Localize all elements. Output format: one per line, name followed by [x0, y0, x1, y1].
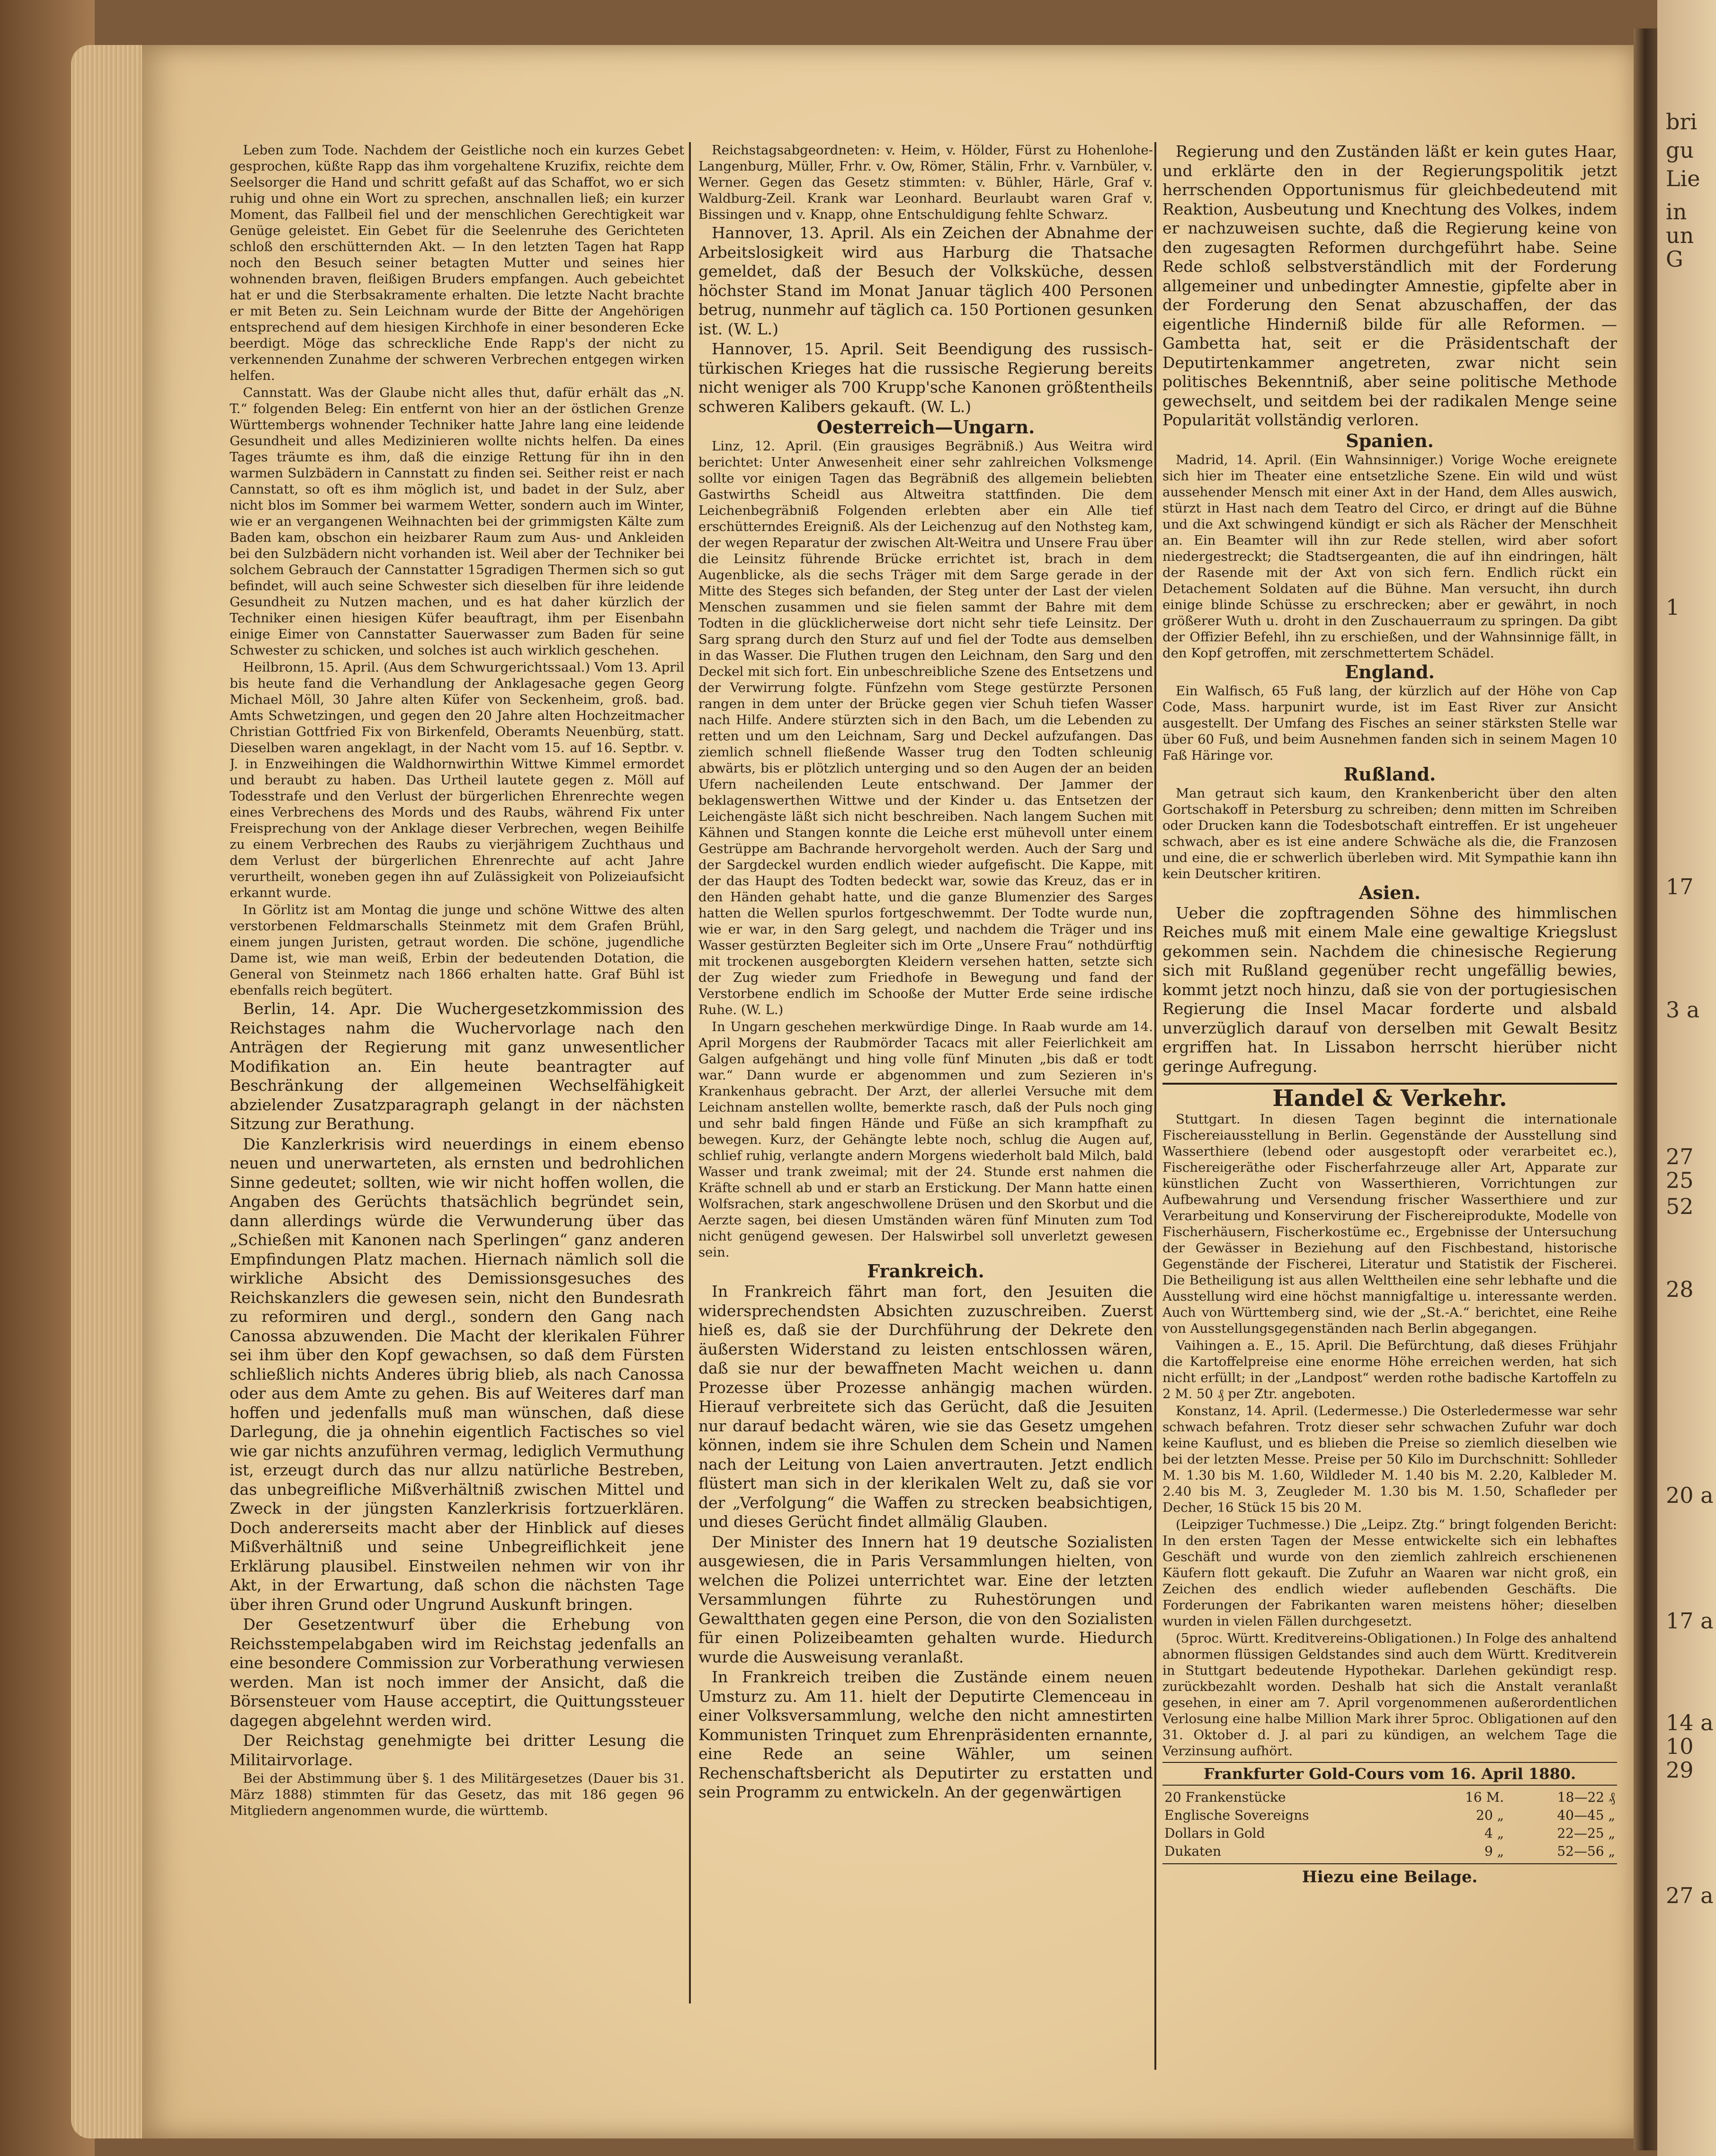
table-row	[1162, 1788, 1617, 1806]
next-page-text: 28	[1666, 1276, 1694, 1302]
column-rule	[689, 142, 691, 2003]
supplement-note: Hiezu eine Beilage.	[1302, 1868, 1478, 1886]
next-page-text: 25	[1666, 1168, 1694, 1193]
article-paragraph: Linz, 12. April. (Ein grausiges Begräbniß.) Aus Weitra wird berichtet: Unter Anwesenheit einer sehr zahlreichen Volksmenge sollte vor einigen Tagen das Begräbniß des allgemein beliebten Gastwirths Scheidl aus Altweitra stattfinden. Die dem Leichenbegräbniß Folgenden erlebten aber ein Alle tief erschütterndes Ereigniß. Als der Leichenzug auf den Nothsteg kam, der wegen Reparatur der zwischen Alt-Weitra und Unsere Frau über die Leinsitz führende Brücke errichtet ist, brach in dem Augenblicke, als die sechs Träger mit dem Sarge gerade in der Mitte des Steges sich befanden, der Steg unter der Last der vielen Menschen zusammen und sie fielen sammt der Bahre mit dem Todten in die glücklicherweise dort nicht sehr tiefe Leinsitz. Der Sarg sprang durch den Sturz auf und fiel der Todte aus demselben in das Wasser. Die Fluthen trugen den Leichnam, den Sarg und den Deckel mit sich fort. Ein unbeschreibliche Szene des Entsetzens und der Verwirrung folgte. Fünfzehn vom Stege gestürzte Personen rangen in dem unter der Brücke gegen vier Schuh tiefen Wasser nach Hilfe. Andere stürzten sich in den Bach, um die Lebenden zu retten und um den Leichnam, Sarg und Deckel aufzufangen. Das ziemlich schnell fließende Wasser trug den Todten schleunig abwärts, bis er plötzlich unterging und so den Augen der an beiden Ufern nacheilenden Leute entschwand. Der Jammer der beklagenswerthen Wittwe und der Kinder u. das Entsetzen der Leichengäste läßt sich nicht beschreiben. Nach langem Suchen mit Kähnen und Stangen konnte die Leiche erst mühevoll unter einem Gestrüppe am Bachrande hervorgeholt werden. Auch der Sarg und der Sargdeckel wurden endlich wieder aufgefischt. Die Kappe, mit der das Haupt des Todten bedeckt war, sowie das Kreuz, das er in den Händen gehabt hatte, und die ganze Blumenzier des Sarges hatten die Wellen spurlos fortgeschwemmt. Der Todte wurde nun, wie er war, in den Sarg gelegt, und nachdem die Träger und ins Wasser gestürzten Begleiter sich im Orte „Unsere Frau“ nothdürftig mit trockenen ausgeborgten Kleidern versehen hatten, setzte sich der Zug wieder zum Friedhofe in Bewegung und fand der Verstorbene endlich im Schooße der Mutter Erde seine irdische Ruhe. (W. L.)	[698, 439, 1153, 1017]
article-paragraph: In Frankreich fährt man fort, den Jesuiten die widersprechendsten Absichten zuzuschreiben. Zuerst hieß es, daß sie der Durchführung der Dekrete den äußersten Widerstand zu leisten entschlossen wären, daß sie nur der bewaffneten Macht weichen u. dann Prozesse über Prozesse anhängig machen würden. Hierauf verbreitete sich das Gerücht, daß die Jesuiten nur darauf bedacht wären, wie sie das Gesetz umgehen können, indem sie ihre Schulen dem Schein und Namen nach der Leitung von Laien anvertrauten. Jetzt endlich flüstert man sich in der klerikalen Welt zu, daß sie vor der „Verfolgung“ die Waffen zu strecken beabsichtigen, und dieses Gerücht findet allmälig Glauben.	[698, 1282, 1153, 1531]
article-paragraph: Leben zum Tode. Nachdem der Geistliche noch ein kurzes Gebet gesprochen, küßte Rapp das ihm vorgehaltene Kruzifix, reichte dem Seelsorger die Hand und schritt gefaßt auf das Schaffot, wo er sich ruhig und ohne ein Wort zu sprechen, anschnallen ließ; ein kurzer Moment, das Fallbeil fiel und der menschlichen Gerechtigkeit war Genüge geleistet. Ein Gebet für die Seelenruhe des Gerichteten schloß den erschütternden Akt. — In den letzten Tagen hat Rapp noch den Besuch seiner betagten Mutter und seines hier wohnenden braven, fleißigen Bruders empfangen. Auch gebeichtet hat er und die Sterbsakramente erhalten. Die letzte Nacht brachte er mit Beten zu. Sein Leichnam wurde der Bitte der Angehörigen entsprechend auf dem hiesigen Kirchhofe in einer besonderen Ecke beerdigt. Möge das schreckliche Ende Rapp's der nicht zu verkennenden Zunahme der schweren Verbrechen entgegen wirken helfen.	[230, 143, 684, 383]
article-paragraph: Hannover, 15. April. Seit Beendigung des russisch-türkischen Krieges hat die russische Regierung bereits nicht weniger als 700 Krupp'sche Kanonen größtentheils schweren Kalibers gekauft. (W. L.)	[698, 340, 1153, 416]
next-page-text: Lie	[1666, 166, 1700, 191]
section-divider	[1162, 1083, 1617, 1085]
next-page-text: 20 a	[1666, 1482, 1714, 1508]
gold-value-a: 9 „	[1484, 1843, 1504, 1859]
article-paragraph: Stuttgart. In diesen Tagen beginnt die internationale Fischereiausstellung in Berlin. Gegenstände der Ausstellung sind Wasserthiere (lebend oder ausgestopft oder verarbeitet ec.), Fischereigeräthe oder Fischerfahrzeuge aller Art, Apparate zur künstlichen Zucht von Wasserthieren, Vorrichtungen zur Aufbewahrung und Versendung frischer Wasserthiere und zur Verarbeitung und Konservirung der Fischereiprodukte, Modelle von Fischerhäusern, Fischerkostüme ec., Ergebnisse der Untersuchung der Gewässer in Beziehung auf den Fischbestand, historische Gegenstände der Fischerei, Literatur und Statistik der Fischerei. Die Betheiligung ist aus allen Welttheilen eine sehr lebhafte und die Ausstellung wird eine höchst mannigfaltige u. interessante werden. Auch von Württemberg sind, wie der „St.-A.“ berichtet, eine Reihe von Ausstellungsgegenständen nach Berlin abgegangen.	[1162, 1112, 1617, 1336]
next-page-text: 1	[1666, 594, 1680, 620]
next-page-text: 52	[1666, 1194, 1694, 1219]
gold-name: 20 Frankenstücke	[1164, 1789, 1286, 1805]
article-paragraph: Madrid, 14. April. (Ein Wahnsinniger.) Vorige Woche ereignete sich hier im Theater eine entsetzliche Szene. Ein wild und wüst aussehender Mensch mit einer Axt in der Hand, dem Alles auswich, stürzt in Hast nach dem Teatro del Circo, er dringt auf die Bühne und die Axt schwingend kündigt er sich als Rächer der Menschheit an. Ein Beamter will ihn zur Rede stellen, wird aber sofort niedergestreckt; die Stadtsergeanten, die auf ihn eindringen, hält der Rasende mit der Axt von sich fern. Endlich rückt ein Detachement Soldaten auf die Bühne. Man versucht, ihn durch einige blinde Schüsse zu erschrecken; aber er gewährt, in noch größerer Wuth u. droht in den Zuschauerraum zu springen. Da gibt der Offizier Befehl, ihn zu erschießen, und der Wahnsinnige fällt, in den Kopf getroffen, mit zerschmettertem Schädel.	[1162, 452, 1617, 661]
article-paragraph: In Görlitz ist am Montag die junge und schöne Wittwe des alten verstorbenen Feldmarschalls Steinmetz mit dem Grafen Brühl, einem jungen Juristen, getraut worden. Die schöne, jugendliche Dame ist, wie man weiß, Erbin der bedeutenden Dotation, die General von Steinmetz nach 1866 erhalten hatte. Graf Bühl ist ebenfalls reich begütert.	[230, 902, 684, 998]
next-page-text: 17 a	[1666, 1608, 1714, 1634]
article-paragraph: Die Kanzlerkrisis wird neuerdings in einem ebenso neuen und unerwarteten, als ernsten und bedrohlichen Sinne gedeutet; sollten, wie wir nicht hoffen wollen, die Angaben des Gerüchts thatsächlich begründet sein, dann allerdings würde die Verwunderung über das „Schießen mit Kanonen nach Sperlingen“ ganz anderen Empfindungen Platz machen. Hiernach nämlich soll die wirkliche Absicht des Demissionsgesuches des Reichskanzlers die gewesen sein, nicht den Bundesrath zu reformiren und dergl., sondern den Gang nach Canossa abzuwenden. Die Macht der klerikalen Führer sei ihm über den Kopf gewachsen, so daß dem Fürsten schließlich nichts Anderes übrig blieb, als nach Canossa oder aus dem Amte zu gehen. Bis auf Weiteres darf man hoffen und jedenfalls muß man wünschen, daß diese Darlegung, die ja ohnehin eigentlich Factisches so viel wie gar nichts anzuführen vermag, lediglich Vermuthung ist, erzeugt durch das nur allzu natürliche Bestreben, das unbegreifliche Mißverhältniß zwischen Mittel und Zweck in der jüngsten Kanzlerkrisis fortzuerklären. Doch andererseits macht aber der Hinblick auf dieses Mißverhältniß und seine Unbegreiflichkeit jene Erklärung plausibel. Einstweilen nehmen wir von ihr Akt, in der Erwartung, daß schon die nächsten Tage über ihren Grund oder Ungrund Auskunft bringen.	[230, 1134, 684, 1614]
gold-value-b: 52—56 „	[1557, 1843, 1615, 1859]
gold-course-title: Frankfurter Gold-Cours vom 16. April 1880.	[1203, 1765, 1576, 1783]
article-paragraph: Berlin, 14. Apr. Die Wuchergesetzkommission des Reichstages nahm die Wuchervorlage nach den Anträgen der Regierung mit ganz unwesentlicher Modifikation an. Ein heute beantragter auf Beschränkung der allgemeinen Wechselfähigkeit abzielender Zusatzparagraph gelangt in der nächsten Sitzung zur Berathung.	[230, 999, 684, 1133]
article-paragraph: Der Gesetzentwurf über die Erhebung von Reichsstempelabgaben wird im Reichstag jedenfalls an eine besondere Commission zur Vorberathung verwiesen werden. Man ist noch immer der Ansicht, daß die Börsensteuer vom Hause acceptirt, die Quittungssteuer dagegen abgelehnt werden wird.	[230, 1615, 684, 1730]
article-paragraph: Der Minister des Innern hat 19 deutsche Sozialisten ausgewiesen, die in Paris Versammlungen hielten, von welchen die Polizei unterrichtet war. Eine der letzten Versammlungen führte zu Ruhestörungen und Gewaltthaten gegen eine Person, die von den Sozialisten für einen Polizeibeamten gehalten wurde. Hiedurch wurde die Ausweisung veranlaßt.	[698, 1532, 1153, 1666]
section-heading-spain: Spanien.	[1346, 430, 1434, 451]
next-page-fragment	[1657, 0, 1716, 2156]
article-paragraph: In Frankreich treiben die Zustände einem neuen Umsturz zu. Am 11. hielt der Deputirte Clemenceau in einer Volksversammlung, welche den nicht amnestirten Kommunisten Trinquet zum Ehrenpräsidenten ernannte, eine Rede an seine Wähler, um seinen Rechenschaftsbericht als Deputirter zu erstatten und sein Programm zu entwickeln. An der gegenwärtigen	[698, 1668, 1153, 1801]
next-page-text: 14 a	[1666, 1710, 1714, 1735]
article-paragraph: Bei der Abstimmung über §. 1 des Militärgesetzes (Dauer bis 31. März 1888) stimmten für das Gesetz, das mit 186 gegen 96 Mitgliedern angenommen wurde, die württemb.	[230, 1771, 684, 1818]
column-rule	[1154, 142, 1156, 2070]
gold-name: Dollars in Gold	[1164, 1825, 1265, 1841]
next-page-text: 10	[1666, 1734, 1694, 1759]
gold-value-a: 20 „	[1476, 1807, 1504, 1823]
section-heading-austria: Oesterreich—Ungarn.	[816, 416, 1035, 438]
section-heading-asia: Asien.	[1358, 881, 1421, 903]
table-row	[1162, 1824, 1617, 1842]
article-paragraph: (Leipziger Tuchmesse.) Die „Leipz. Ztg.“ bringt folgenden Bericht: In den ersten Tagen der Messe entwickelte sich ein lebhaftes Geschäft und wurde von den ziemlich zahlreich erschienenen Käufern flott gekauft. Die Zufuhr an Waaren war nicht groß, ein Zeichen des endlich wieder auflebenden Geschäfts. Die Forderungen der Fabrikanten waren meistens höher; dieselben wurden in vielen Fällen durchgesetzt.	[1162, 1517, 1617, 1629]
next-page-text: bri	[1666, 109, 1698, 135]
table-divider	[1162, 1863, 1617, 1864]
gold-name: Englische Sovereigns	[1164, 1807, 1309, 1823]
column-3	[1162, 142, 1617, 2089]
gold-value-b: 40—45 „	[1557, 1807, 1615, 1823]
article-paragraph: (5proc. Württ. Kreditvereins-Obligationen.) In Folge des anhaltend abnormen flüssigen Geldstandes sind auch dem Württ. Kreditverein in Stuttgart bedeutende Hypothekar. Darlehen gekündigt resp. zurückbezahlt worden. Deshalb hat sich die Anstalt veranlaßt gesehen, in einer am 7. April vorgenommenen außerordentlichen Verlosung eine halbe Million Mark ihrer 5proc. Obligationen auf den 31. Oktober d. J. al pari zu kündigen, an welchem Tage die Verzinsung aufhört.	[1162, 1631, 1617, 1759]
gold-value-b: 18—22 ₰	[1557, 1789, 1615, 1805]
next-page-text: gu	[1666, 137, 1694, 163]
gold-value-a: 4 „	[1484, 1825, 1504, 1841]
article-paragraph: Ein Walfisch, 65 Fuß lang, der kürzlich auf der Höhe von Cap Code, Mass. harpunirt wurde, ist im East River zur Ansicht ausgestellt. Der Umfang des Fisches an seiner stärksten Stelle war über 60 Fuß, und beim Ausnehmen fanden sich in seinem Magen 10 Faß Häringe vor.	[1162, 683, 1617, 763]
article-paragraph: Cannstatt. Was der Glaube nicht alles thut, dafür erhält das „N. T.“ folgenden Beleg: Ein entfernt von hier an der östlichen Grenze Württembergs wohnender Techniker hatte Jahre lang eine leidende Gesundheit und alles Medizinieren wollte nichts helfen. Da eines Tages träumte es ihm, daß die einzige Rettung für ihn in den warmen Sulzbädern in Cannstatt zu finden sei. Seither reist er nach Cannstatt, so oft es ihm möglich ist, und badet in der Sulz, aber nicht blos im Sommer bei warmem Wetter, sondern auch im Winter, wie er an vergangenen Weihnachten bei der grimmigsten Kälte zum Baden kam, obschon ein heizbarer Raum zum Aus- und Ankleiden bei den Sulzbädern nicht vorhanden ist. Weil aber der Techniker bei solchem Gebrauch der Cannstatter 15gradigen Thermen sich so gut befindet, will auch seine Schwester sich dieselben für ihre leidende Gesundheit zu Nutzen machen, und es hat daher kürzlich der Techniker einen hiesigen Küfer beauftragt, ihm per Eisenbahn einige Eimer von Cannstatter Sauerwasser zum Baden für seine Schwester zu schicken, und solches ist auch wirklich geschehen.	[230, 385, 684, 658]
gold-value-a: 16 M.	[1465, 1789, 1504, 1805]
gold-name: Dukaten	[1164, 1843, 1221, 1859]
article-paragraph: Heilbronn, 15. April. (Aus dem Schwurgerichtssaal.) Vom 13. April bis heute fand die Verhandlung der Anklagesache gegen Georg Michael Möll, 30 Jahre alten Küfer von Seckenheim, groß. bad. Amts Schwetzingen, und gegen den 20 Jahre alten Hochzeitmacher Christian Gottfried Fix von Birkenfeld, Oberamts Neuenbürg, statt. Dieselben waren angeklagt, in der Nacht vom 15. auf 16. Septbr. v. J. in Enzweihingen die Waldhornwirthin Wittwe Kimmel ermordet und beraubt zu haben. Das Urtheil lautete gegen z. Möll auf Todesstrafe und den Verlust der bürgerlichen Ehrenrechte wegen eines Verbrechens des Mords und des Raubs, während Fix unter Freisprechung von der Anklage dieser Verbrechen, wegen Beihilfe zu einem Verbrechen des Raubs zu vierjährigem Zuchthaus und dem Verlust der bürgerlichen Ehrenrechte auf acht Jahre verurtheilt, woneben gegen ihn auf Zulässigkeit von Polizeiaufsicht erkannt wurde.	[230, 660, 684, 900]
article-paragraph: Konstanz, 14. April. (Ledermesse.) Die Osterledermesse war sehr schwach befahren. Trotz dieser sehr schwachen Zufuhr war doch keine Kauflust, und es blieben die Preise so ziemlich dieselben wie bei der letzten Messe. Preise per 50 Kilo im Durchschnitt: Sohlleder M. 1.30 bis M. 1.60, Wildleder M. 1.40 bis M. 2.20, Kalbleder M. 2.40 bis M. 3, Zeugleder M. 1.30 bis M. 1.50, Schafleder per Decher, 16 Stück 15 bis 20 M.	[1162, 1403, 1617, 1515]
gold-course-table	[1162, 1788, 1617, 1860]
next-page-text: un	[1666, 223, 1694, 248]
table-divider	[1162, 1785, 1617, 1786]
column-1	[230, 142, 684, 2041]
table-row	[1162, 1806, 1617, 1824]
next-page-text: in	[1666, 199, 1687, 225]
section-heading-trade: Handel & Verkehr.	[1272, 1085, 1507, 1112]
section-heading-russia: Rußland.	[1343, 763, 1436, 785]
table-divider	[1162, 1762, 1617, 1763]
article-paragraph: Ueber die zopftragenden Söhne des himmlischen Reiches muß mit einem Male eine gewaltige Kriegslust gekommen sein. Nachdem die chinesische Regierung sich mit Rußland gegenüber recht ungefällig bewies, kommt jetzt noch hinzu, daß sie von der portugiesischen Regierung die Insel Macar forderte und alsbald unverzüglich darauf von derselben mit Gewalt Besitz ergriffen hat. In Lissabon herrscht hierüber nicht geringe Aufregung.	[1162, 903, 1617, 1076]
next-page-text: G	[1666, 246, 1683, 272]
next-page-text: 17	[1666, 874, 1694, 899]
section-heading-france: Frankreich.	[867, 1260, 984, 1282]
article-paragraph: Reichstagsabgeordneten: v. Heim, v. Hölder, Fürst zu Hohenlohe-Langenburg, Müller, Frhr. v. Ow, Römer, Stälin, Frhr. v. Varnbüler, v. Werner. Gegen das Gesetz stimmten: v. Bühler, Härle, Graf v. Waldburg-Zeil. Krank war Leonhard. Beurlaubt waren Graf v. Bissingen und v. Knapp, ohne Entschuldigung fehlte Schwarz.	[698, 143, 1153, 222]
table-row	[1162, 1842, 1617, 1860]
next-page-text: 3 a	[1666, 997, 1700, 1023]
next-page-text: 29	[1666, 1757, 1694, 1783]
gold-value-b: 22—25 „	[1557, 1825, 1615, 1841]
article-paragraph: In Ungarn geschehen merkwürdige Dinge. In Raab wurde am 14. April Morgens der Raubmörder Tacacs mit aller Feierlichkeit am Galgen aufgehängt und hing volle fünf Minuten „bis daß er todt war.“ Dann wurde er abgenommen und zum Sezieren in's Krankenhaus gebracht. Der Arzt, der allerlei Versuche mit dem Leichnam anstellen wollte, bemerkte rasch, daß der Puls noch ging und sehr bald fingen Hände und Füße an sich krampfhaft zu bewegen. Kurz, der Gehängte lebte noch, schlug die Augen auf, schlief ruhig, verlangte andern Morgens wiederholt bald Milch, bald Wasser und trank zweimal; mit der 24. Stunde erst nahmen die Kräfte schnell ab und er starb an Erstickung. Der Mann hatte einen Wolfsrachen, stark angeschwollene Drüsen und den Skorbut und die Aerzte sagen, bei diesen Umständen wären fünf Minuten zum Tod nicht genügend gewesen. Der Halswirbel soll unverletzt gewesen sein.	[698, 1019, 1153, 1260]
next-page-text: 27 a	[1666, 1883, 1714, 1908]
section-heading-england: England.	[1345, 661, 1435, 683]
column-2	[698, 142, 1153, 2018]
article-paragraph: Hannover, 13. April. Als ein Zeichen der Abnahme der Arbeitslosigkeit wird aus Harburg die Thatsache gemeldet, daß der Besuch der Volksküche, dessen höchster Stand im Monat Januar täglich 400 Personen betrug, nunmehr auf täglich ca. 150 Portionen gesunken ist. (W. L.)	[698, 224, 1153, 338]
article-paragraph: Man getraut sich kaum, den Krankenbericht über den alten Gortschakoff in Petersburg zu schreiben; denn mitten im Schreiben oder Drucken kann die Todesbotschaft eintreffen. Er ist ungeheuer schwach, aber es ist eine andere Schwäche als die, die Franzosen und eine, die er schwerlich überleben wird. Mit Sympathie kann ihn kein Deutscher kritiren.	[1162, 785, 1617, 881]
article-paragraph: Der Reichstag genehmigte bei dritter Lesung die Militairvorlage.	[230, 1731, 684, 1769]
article-paragraph: Vaihingen a. E., 15. April. Die Befürchtung, daß dieses Frühjahr die Kartoffelpreise eine enorme Höhe erreichen werden, hat sich nicht erfüllt; in der „Landpost“ werden rothe badische Kartoffeln zu 2 M. 50 ₰ per Ztr. angeboten.	[1162, 1338, 1617, 1401]
next-page-text: 27	[1666, 1144, 1694, 1169]
article-paragraph: Regierung und den Zuständen läßt er kein gutes Haar, und erklärte den in der Regierungspolitik jetzt herrschenden Opportunismus für gleichbedeutend mit Reaktion, Ausbeutung und Knechtung des Volkes, indem er nachzuweisen suchte, daß die Regierung keine von den zugesagten Reformen durchgeführt habe. Seine Rede schloß selbstverständlich mit der Forderung allgemeiner und unbedingter Amnestie, gipfelte aber in der Forderung den Senat abzuschaffen, der das eigentliche Hinderniß bilde für alle Reformen. — Gambetta hat, seit er die Präsidentschaft der Deputirtenkammer angetreten, zwar nicht sein politisches Bekenntniß, aber seine politische Methode gewechselt, und seitdem bei der radikalen Menge seine Popularität vollständig verloren.	[1162, 142, 1617, 429]
